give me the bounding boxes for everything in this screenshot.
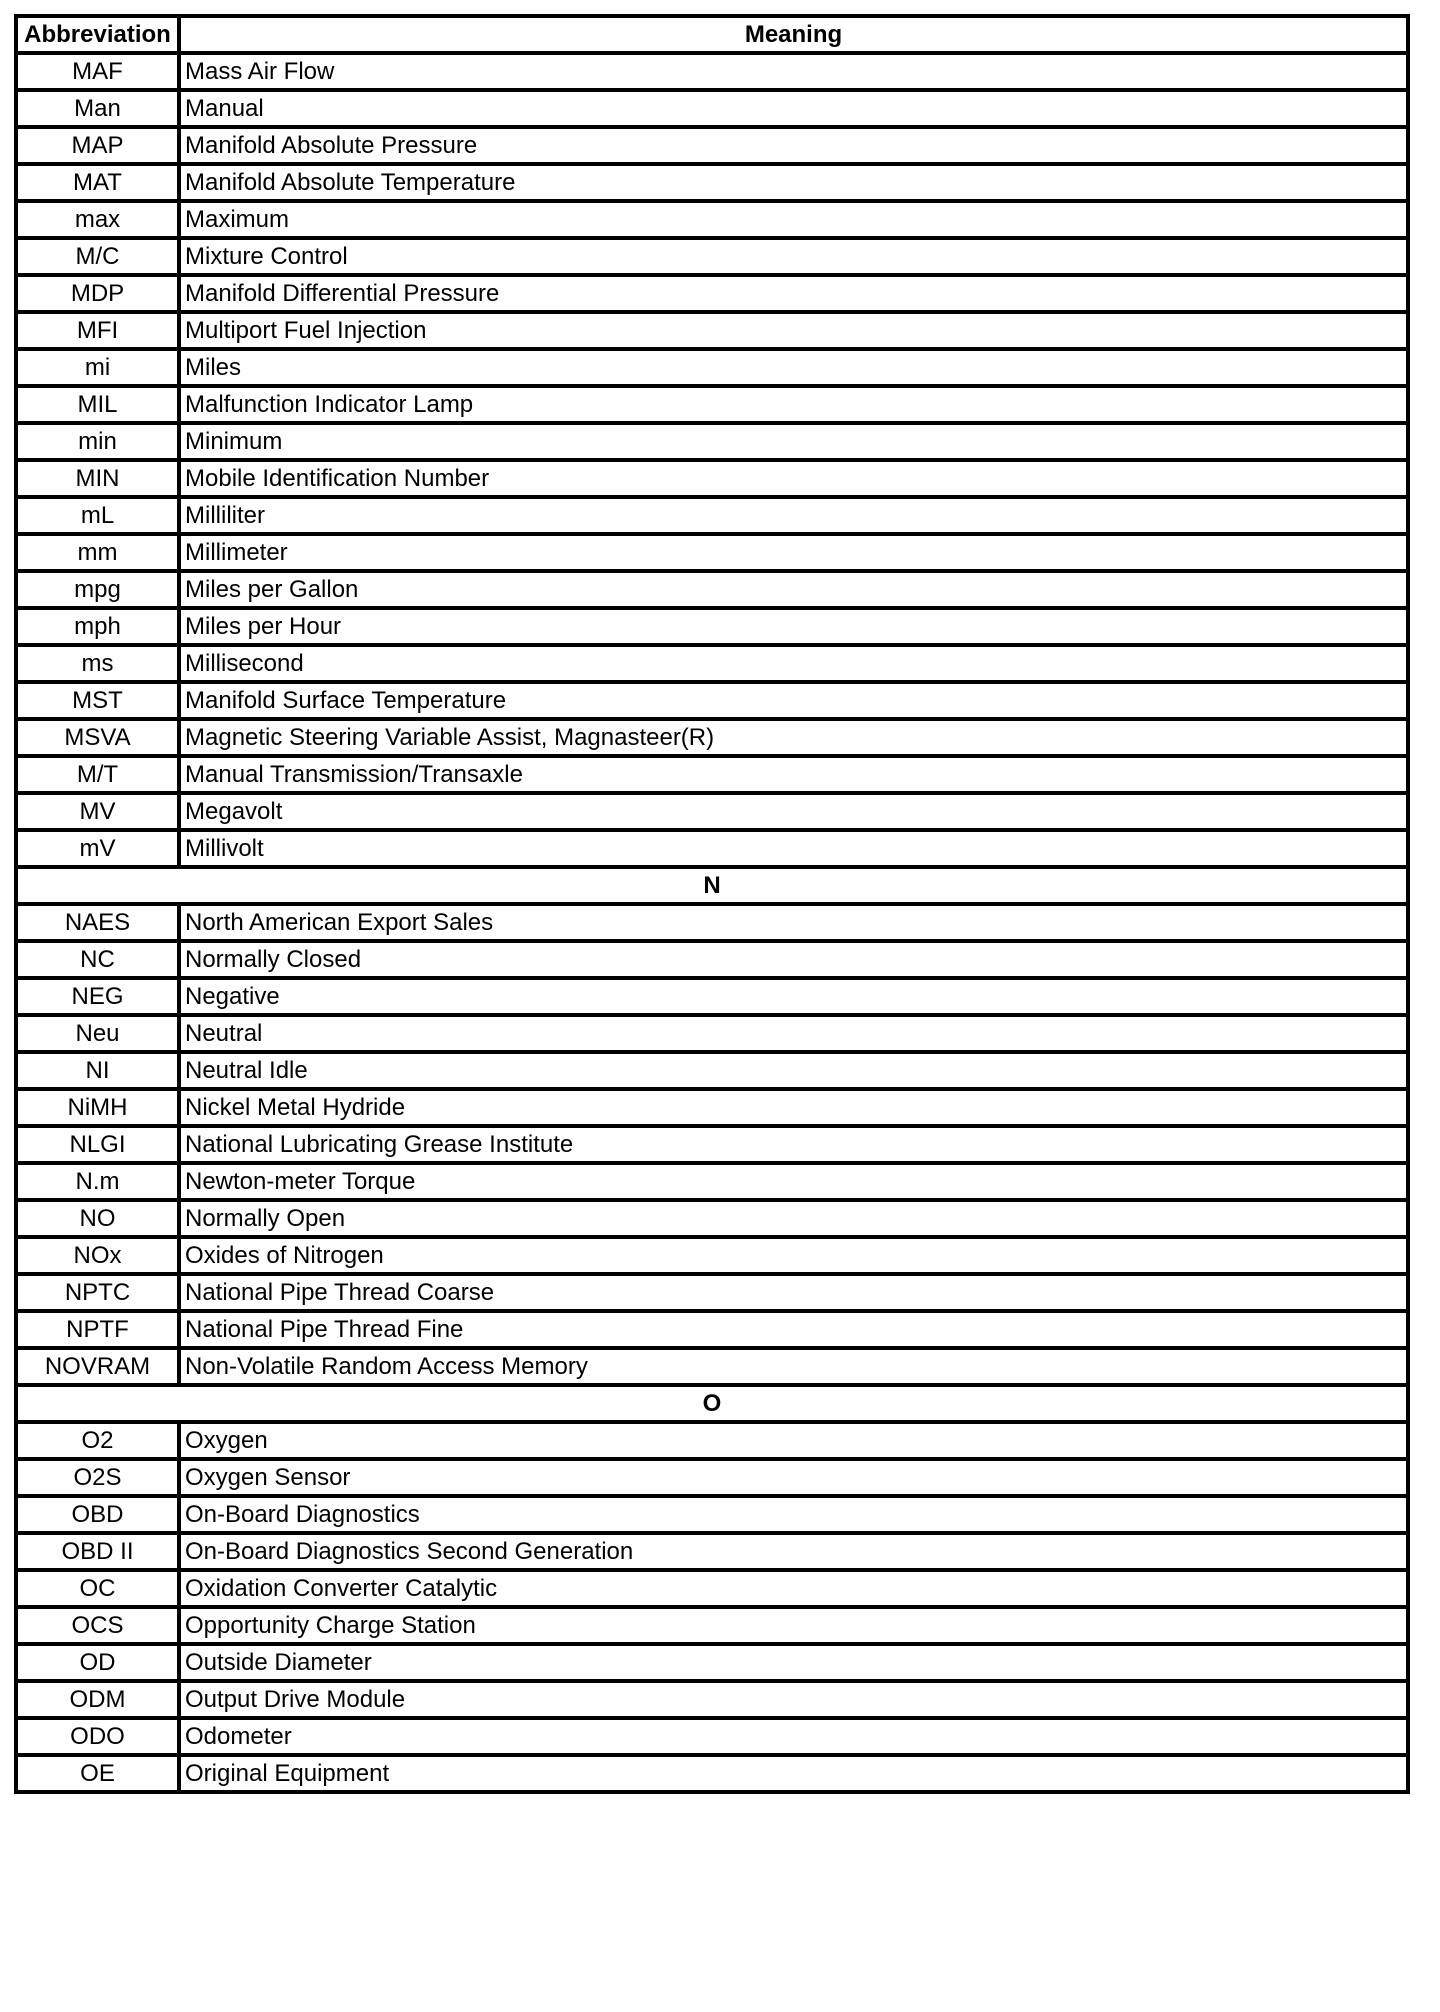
abbreviation-cell: MSVA xyxy=(16,719,179,756)
meaning-cell: Nickel Metal Hydride xyxy=(179,1089,1408,1126)
abbreviation-cell: max xyxy=(16,201,179,238)
meaning-cell: Manual xyxy=(179,90,1408,127)
abbreviation-cell: NiMH xyxy=(16,1089,179,1126)
table-row xyxy=(16,1348,1408,1385)
header-meaning: Meaning xyxy=(179,16,1408,53)
meaning-cell: National Lubricating Grease Institute xyxy=(179,1126,1408,1163)
meaning-cell: Mixture Control xyxy=(179,238,1408,275)
meaning-cell: Mass Air Flow xyxy=(179,53,1408,90)
table-row xyxy=(16,1459,1408,1496)
abbreviation-cell: M/T xyxy=(16,756,179,793)
abbreviation-cell: MIL xyxy=(16,386,179,423)
abbreviation-cell: MST xyxy=(16,682,179,719)
table-row xyxy=(16,904,1408,941)
meaning-cell: Newton-meter Torque xyxy=(179,1163,1408,1200)
abbreviation-cell: ODO xyxy=(16,1718,179,1755)
abbreviation-cell: MDP xyxy=(16,275,179,312)
table-row xyxy=(16,497,1408,534)
table-row xyxy=(16,275,1408,312)
section-header-row xyxy=(16,867,1408,904)
table-row xyxy=(16,90,1408,127)
abbreviation-cell: MAF xyxy=(16,53,179,90)
meaning-cell: Manifold Differential Pressure xyxy=(179,275,1408,312)
abbreviation-cell: OD xyxy=(16,1644,179,1681)
meaning-cell: Normally Open xyxy=(179,1200,1408,1237)
table-row xyxy=(16,238,1408,275)
table-row xyxy=(16,608,1408,645)
meaning-cell: Magnetic Steering Variable Assist, Magnasteer(R) xyxy=(179,719,1408,756)
abbreviation-cell: MIN xyxy=(16,460,179,497)
meaning-cell: On-Board Diagnostics xyxy=(179,1496,1408,1533)
meaning-cell: Output Drive Module xyxy=(179,1681,1408,1718)
abbreviation-cell: OE xyxy=(16,1755,179,1792)
header-abbreviation: Abbreviation xyxy=(16,16,179,53)
meaning-cell: Manual Transmission/Transaxle xyxy=(179,756,1408,793)
meaning-cell: Outside Diameter xyxy=(179,1644,1408,1681)
table-row xyxy=(16,1163,1408,1200)
table-row xyxy=(16,1570,1408,1607)
section-header-row xyxy=(16,1385,1408,1422)
table-row xyxy=(16,1089,1408,1126)
meaning-cell: Original Equipment xyxy=(179,1755,1408,1792)
table-row xyxy=(16,1607,1408,1644)
table-row xyxy=(16,1052,1408,1089)
abbreviation-cell: MAP xyxy=(16,127,179,164)
table-row xyxy=(16,201,1408,238)
abbreviation-cell: Man xyxy=(16,90,179,127)
meaning-cell: Milliliter xyxy=(179,497,1408,534)
abbreviation-cell: OBD xyxy=(16,1496,179,1533)
abbreviation-cell: NOVRAM xyxy=(16,1348,179,1385)
table-row xyxy=(16,571,1408,608)
meaning-cell: Mobile Identification Number xyxy=(179,460,1408,497)
table-row xyxy=(16,534,1408,571)
abbreviation-table xyxy=(14,14,1410,1794)
table-body xyxy=(16,53,1408,1792)
table-row xyxy=(16,1126,1408,1163)
abbreviation-cell: mpg xyxy=(16,571,179,608)
table-row xyxy=(16,312,1408,349)
meaning-cell: Oxygen xyxy=(179,1422,1408,1459)
meaning-cell: Neutral xyxy=(179,1015,1408,1052)
meaning-cell: Normally Closed xyxy=(179,941,1408,978)
table-row xyxy=(16,1718,1408,1755)
meaning-cell: Miles xyxy=(179,349,1408,386)
abbreviation-cell: mV xyxy=(16,830,179,867)
abbreviation-cell: OC xyxy=(16,1570,179,1607)
table-row xyxy=(16,645,1408,682)
table-row xyxy=(16,830,1408,867)
abbreviation-cell: OCS xyxy=(16,1607,179,1644)
meaning-cell: North American Export Sales xyxy=(179,904,1408,941)
abbreviation-cell: mL xyxy=(16,497,179,534)
abbreviation-cell: NO xyxy=(16,1200,179,1237)
abbreviation-cell: NLGI xyxy=(16,1126,179,1163)
meaning-cell: Neutral Idle xyxy=(179,1052,1408,1089)
abbreviation-cell: OBD II xyxy=(16,1533,179,1570)
table-row xyxy=(16,127,1408,164)
abbreviation-cell: Neu xyxy=(16,1015,179,1052)
table-row xyxy=(16,682,1408,719)
meaning-cell: Megavolt xyxy=(179,793,1408,830)
table-row xyxy=(16,1681,1408,1718)
meaning-cell: Millimeter xyxy=(179,534,1408,571)
meaning-cell: Malfunction Indicator Lamp xyxy=(179,386,1408,423)
table-row xyxy=(16,1644,1408,1681)
meaning-cell: Millisecond xyxy=(179,645,1408,682)
abbreviation-cell: ms xyxy=(16,645,179,682)
abbreviation-cell: NPTC xyxy=(16,1274,179,1311)
table-row xyxy=(16,423,1408,460)
meaning-cell: On-Board Diagnostics Second Generation xyxy=(179,1533,1408,1570)
abbreviation-cell: MAT xyxy=(16,164,179,201)
meaning-cell: Odometer xyxy=(179,1718,1408,1755)
table-row xyxy=(16,460,1408,497)
abbreviation-cell: mph xyxy=(16,608,179,645)
meaning-cell: Oxides of Nitrogen xyxy=(179,1237,1408,1274)
abbreviation-cell: NAES xyxy=(16,904,179,941)
meaning-cell: Miles per Gallon xyxy=(179,571,1408,608)
meaning-cell: Multiport Fuel Injection xyxy=(179,312,1408,349)
meaning-cell: National Pipe Thread Fine xyxy=(179,1311,1408,1348)
table-row xyxy=(16,349,1408,386)
table-row xyxy=(16,1422,1408,1459)
meaning-cell: Manifold Absolute Temperature xyxy=(179,164,1408,201)
meaning-cell: Minimum xyxy=(179,423,1408,460)
table-row xyxy=(16,756,1408,793)
table-row xyxy=(16,1237,1408,1274)
abbreviation-cell: N.m xyxy=(16,1163,179,1200)
abbreviation-cell: NEG xyxy=(16,978,179,1015)
table-row xyxy=(16,1274,1408,1311)
table-row xyxy=(16,53,1408,90)
abbreviation-cell: min xyxy=(16,423,179,460)
meaning-cell: Oxidation Converter Catalytic xyxy=(179,1570,1408,1607)
meaning-cell: Negative xyxy=(179,978,1408,1015)
abbreviation-cell: ODM xyxy=(16,1681,179,1718)
table-row xyxy=(16,978,1408,1015)
abbreviation-cell: MFI xyxy=(16,312,179,349)
abbreviation-cell: NPTF xyxy=(16,1311,179,1348)
meaning-cell: Maximum xyxy=(179,201,1408,238)
abbreviation-cell: M/C xyxy=(16,238,179,275)
abbreviation-cell: MV xyxy=(16,793,179,830)
table-row xyxy=(16,719,1408,756)
meaning-cell: National Pipe Thread Coarse xyxy=(179,1274,1408,1311)
section-letter: O xyxy=(16,1385,1408,1422)
meaning-cell: Miles per Hour xyxy=(179,608,1408,645)
table-header-row xyxy=(16,16,1408,53)
table-row xyxy=(16,1755,1408,1792)
meaning-cell: Manifold Surface Temperature xyxy=(179,682,1408,719)
abbreviation-cell: O2S xyxy=(16,1459,179,1496)
table-row xyxy=(16,1015,1408,1052)
meaning-cell: Millivolt xyxy=(179,830,1408,867)
table-row xyxy=(16,164,1408,201)
section-letter: N xyxy=(16,867,1408,904)
meaning-cell: Opportunity Charge Station xyxy=(179,1607,1408,1644)
table-row xyxy=(16,793,1408,830)
abbreviation-cell: NC xyxy=(16,941,179,978)
abbreviation-cell: mi xyxy=(16,349,179,386)
abbreviation-cell: mm xyxy=(16,534,179,571)
table-row xyxy=(16,1200,1408,1237)
meaning-cell: Non-Volatile Random Access Memory xyxy=(179,1348,1408,1385)
table-row xyxy=(16,1533,1408,1570)
table-row xyxy=(16,1311,1408,1348)
abbreviation-cell: NI xyxy=(16,1052,179,1089)
table-row xyxy=(16,941,1408,978)
table-row xyxy=(16,1496,1408,1533)
meaning-cell: Oxygen Sensor xyxy=(179,1459,1408,1496)
abbreviation-cell: O2 xyxy=(16,1422,179,1459)
abbreviation-cell: NOx xyxy=(16,1237,179,1274)
table-row xyxy=(16,386,1408,423)
meaning-cell: Manifold Absolute Pressure xyxy=(179,127,1408,164)
